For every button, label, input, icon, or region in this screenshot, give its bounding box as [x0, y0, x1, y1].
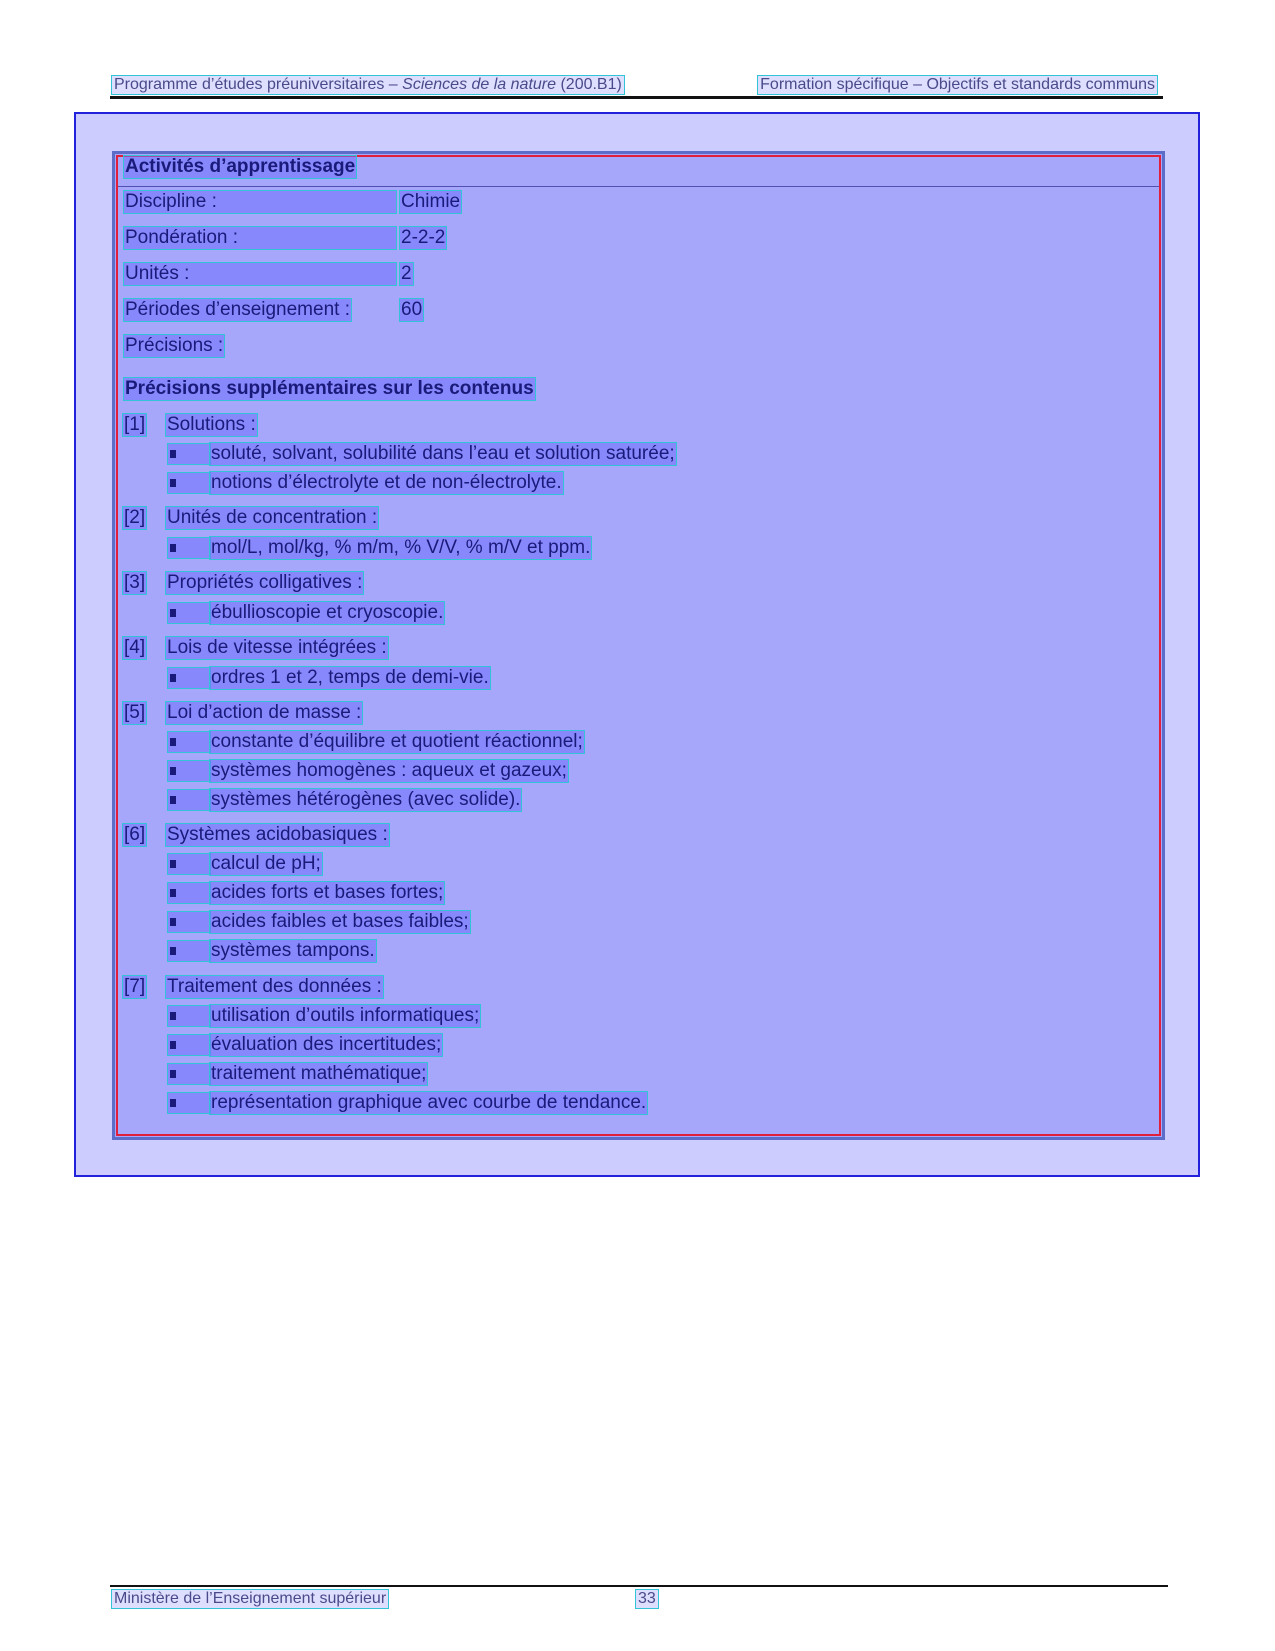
item-title: Traitement des données : — [167, 976, 382, 997]
page-number: 33 — [638, 1590, 656, 1607]
bullet-text: utilisation d’outils informatiques; — [211, 1005, 480, 1026]
bullet-icon — [168, 473, 210, 493]
field-label-discipline: Discipline : — [124, 191, 396, 213]
title-divider — [118, 186, 1159, 187]
bullet-icon — [168, 1006, 210, 1026]
bullet-icon — [168, 1093, 210, 1113]
bullet-icon — [168, 538, 210, 558]
bullet-icon — [168, 854, 210, 874]
footer-divider — [110, 1585, 1168, 1587]
field-label-ponderation: Pondération : — [124, 227, 396, 249]
item-title: Systèmes acidobasiques : — [167, 824, 388, 845]
field-value-unites: 2 — [401, 263, 412, 284]
item-number: [3] — [124, 572, 146, 593]
bullet-icon — [168, 790, 210, 810]
box-title: Activités d’apprentissage — [125, 156, 356, 177]
field-label-periodes: Périodes d’enseignement : — [125, 299, 350, 320]
page-header — [110, 74, 1163, 99]
item-title: Loi d’action de masse : — [167, 702, 362, 723]
item-title: Unités de concentration : — [167, 507, 378, 528]
section-title: Précisions supplémentaires sur les contenus — [125, 378, 534, 399]
bullet-text: acides forts et bases fortes; — [211, 882, 444, 903]
field-label-unites: Unités : — [124, 263, 396, 285]
item-number: [7] — [124, 976, 146, 997]
bullet-icon — [168, 668, 210, 688]
bullet-text: acides faibles et bases faibles; — [211, 911, 469, 932]
item-title: Solutions : — [167, 414, 256, 435]
item-number: [6] — [124, 824, 146, 845]
bullet-icon — [168, 444, 210, 464]
bullet-text: ordres 1 et 2, temps de demi-vie. — [211, 667, 489, 688]
bullet-text: traitement mathématique; — [211, 1063, 427, 1084]
item-number: [4] — [124, 637, 146, 658]
bullet-text: ébullioscopie et cryoscopie. — [211, 602, 444, 623]
item-number: [2] — [124, 507, 146, 528]
item-title: Propriétés colligatives : — [167, 572, 363, 593]
bullet-text: systèmes hétérogènes (avec solide). — [211, 789, 521, 810]
field-value-periodes: 60 — [401, 299, 423, 320]
bullet-text: évaluation des incertitudes; — [211, 1034, 442, 1055]
header-section: Formation spécifique – Objectifs et standards communs — [760, 76, 1155, 93]
item-number: [1] — [124, 414, 146, 435]
bullet-text: calcul de pH; — [211, 853, 321, 874]
item-number: [5] — [124, 702, 146, 723]
bullet-text: systèmes tampons. — [211, 940, 375, 961]
bullet-icon — [168, 912, 210, 932]
footer-ministry: Ministère de l’Enseignement supérieur — [114, 1590, 387, 1607]
bullet-icon — [168, 761, 210, 781]
item-title: Lois de vitesse intégrées : — [167, 637, 387, 658]
bullet-icon — [168, 1035, 210, 1055]
field-value-discipline: Chimie — [401, 191, 461, 212]
bullet-text: notions d’électrolyte et de non-électrolyte. — [211, 472, 562, 493]
bullet-icon — [168, 732, 210, 752]
bullet-text: mol/L, mol/kg, % m/m, % V/V, % m/V et ppm. — [211, 537, 591, 558]
bullet-icon — [168, 941, 210, 961]
precisions-label: Précisions : — [125, 335, 224, 356]
bullet-icon — [168, 603, 210, 623]
bullet-text: soluté, solvant, solubilité dans l’eau et solution saturée; — [211, 443, 675, 464]
bullet-text: constante d’équilibre et quotient réactionnel; — [211, 731, 583, 752]
field-value-ponderation: 2-2-2 — [401, 227, 446, 248]
bullet-icon — [168, 1064, 210, 1084]
bullet-text: représentation graphique avec courbe de tendance. — [211, 1092, 647, 1113]
header-program: Programme d’études préuniversitaires – Sciences de la nature (200.B1) — [114, 76, 622, 93]
bullet-text: systèmes homogènes : aqueux et gazeux; — [211, 760, 567, 781]
bullet-icon — [168, 883, 210, 903]
